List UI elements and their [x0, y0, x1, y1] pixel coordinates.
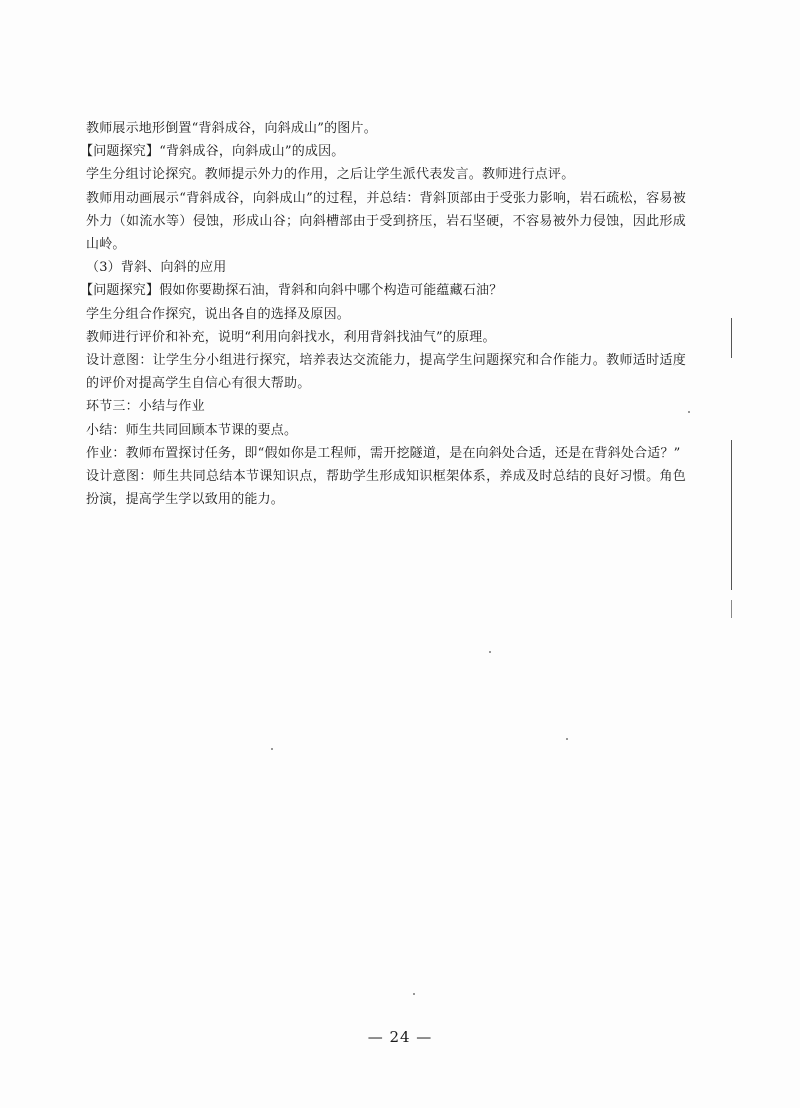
scan-speck [489, 651, 491, 653]
paragraph-design-intent-2: 设计意图：师生共同总结本节课知识点，帮助学生形成知识框架体系，养成及时总结的良好习惯。角色扮演，提高学生学以致用的能力。 [86, 469, 686, 508]
scan-speck [688, 411, 690, 413]
paragraph-summary: 小结：师生共同回顾本节课的要点。 [86, 422, 298, 438]
page-number: — 24 — [367, 1028, 433, 1046]
paragraph-homework: 作业：教师布置探讨任务，即“假如你是工程师，需开挖隧道，是在向斜处合适，还是在背斜处合适？” [86, 445, 681, 461]
paragraph-question-cause: 【问题探究】“背斜成谷，向斜成山”的成因。 [80, 144, 345, 160]
paragraph-group-cooperation: 学生分组合作探究，说出各自的选择及原因。 [86, 306, 351, 322]
margin-rule-segment [731, 440, 732, 590]
margin-rule-segment [731, 600, 732, 618]
paragraph-animation-summary: 教师用动画展示“背斜成谷，向斜成山”的过程，并总结：背斜顶部由于受张力影响，岩石疏松，容易被外力（如流水等）侵蚀，形成山谷；向斜槽部由于受到挤压，岩石坚硬，不容易被外力侵蚀，因此形成山岭。 [86, 190, 686, 253]
scan-speck [271, 748, 273, 750]
paragraph-teacher-evaluation: 教师进行评价和补充，说明“利用向斜找水，利用背斜找油气”的原理。 [86, 329, 496, 345]
paragraph-show-picture: 教师展示地形倒置“背斜成谷，向斜成山”的图片。 [86, 121, 377, 136]
section-heading-application: （3）背斜、向斜的应用 [86, 260, 227, 276]
margin-rule-segment [731, 318, 732, 358]
scan-speck [413, 993, 415, 995]
section-heading-summary: 环节三：小结与作业 [86, 399, 205, 415]
paragraph-group-discussion: 学生分组讨论探究。教师提示外力的作用，之后让学生派代表发言。教师进行点评。 [86, 167, 575, 183]
scan-speck [566, 738, 568, 740]
paragraph-design-intent-1: 设计意图：让学生分小组进行探究，培养表达交流能力，提高学生问题探究和合作能力。教师适时适度的评价对提高学生自信心有很大帮助。 [86, 353, 686, 392]
body-text [80, 117, 686, 511]
paragraph-question-oil: 【问题探究】假如你要勘探石油，背斜和向斜中哪个构造可能蕴藏石油？ [80, 283, 503, 299]
